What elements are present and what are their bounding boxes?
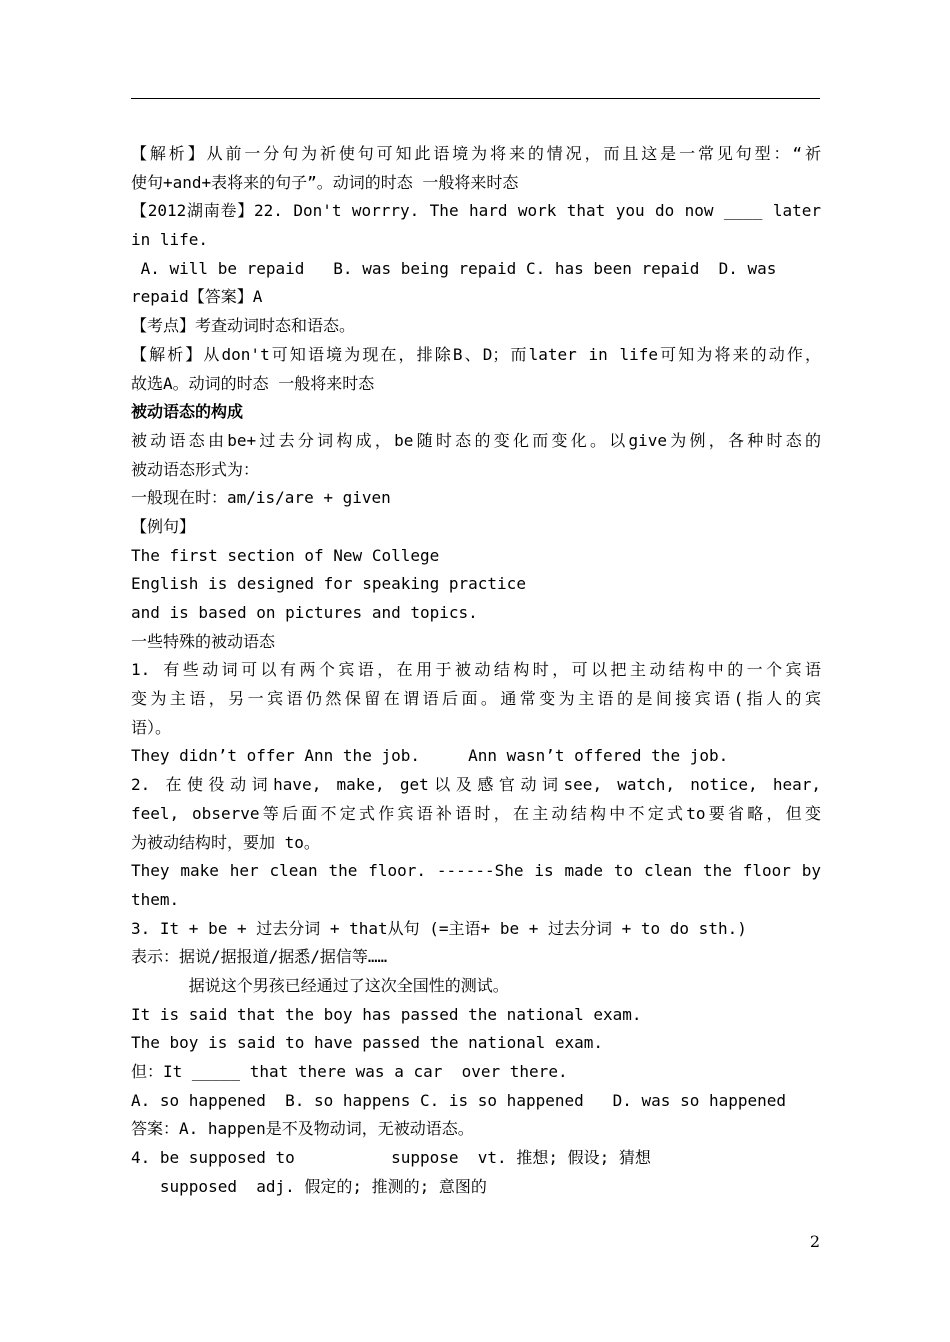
example-line: The boy is said to have passed the national exam. bbox=[131, 1033, 604, 1053]
text-line: in life. bbox=[131, 230, 209, 250]
answer-options: A. so happened B. so happens C. is so happened D. was so happened bbox=[131, 1090, 787, 1110]
text-line: 3. It + be + 过去分词 + that从句 (=主语+ be + 过去分词 + to do sth.) bbox=[131, 918, 747, 938]
answer-options: A. will be repaid B. was being repaid C. has been repaid D. was bbox=[131, 258, 777, 278]
key-point-line: 【考点】考查动词时态和语态。 bbox=[131, 316, 356, 336]
text-line: 表示：据说/据报道/据悉/据信等…… bbox=[131, 947, 388, 967]
example-line: English is designed for speaking practice bbox=[131, 574, 526, 594]
exam-question-line: 【2012湖南卷】22. Don't worrry. The hard work that you do now ____ later bbox=[131, 201, 821, 221]
example-line: and is based on pictures and topics. bbox=[131, 603, 478, 622]
text-line: 2. 在使役动词have, make, get以及感官动词see, watch, notice, hear, bbox=[131, 775, 821, 795]
header-rule bbox=[131, 98, 820, 99]
page-body bbox=[131, 140, 821, 1201]
text-line: 变为主语，另一宾语仍然保留在谓语后面。通常变为主语的是间接宾语(指人的宾 bbox=[131, 689, 821, 709]
page-number: 2 bbox=[809, 1232, 820, 1251]
text-line: 使句+and+表将来的句子”。动词的时态 一般将来时态 bbox=[131, 172, 519, 192]
analysis-line: 【解析】从don't可知语境为现在，排除B、D；而later in life可知为将来的动作， bbox=[131, 344, 821, 364]
text-line: 一般现在时：am/is/are + given bbox=[131, 488, 391, 508]
example-line: The first section of New College bbox=[131, 545, 440, 565]
subsection-heading: 一些特殊的被动语态 bbox=[131, 631, 276, 651]
example-line: They make her clean the floor. ------She is made to clean the floor by bbox=[131, 861, 821, 881]
section-heading: 被动语态的构成 bbox=[131, 402, 244, 422]
text-line: 据说这个男孩已经通过了这次全国性的测试。 bbox=[131, 975, 509, 995]
example-heading: 【例句】 bbox=[131, 516, 196, 536]
example-line: They didn’t offer Ann the job. Ann wasn’t offered the job. bbox=[131, 746, 729, 766]
text-line: feel, observe等后面不定式作宾语补语时，在主动结构中不定式to要省略，但变 bbox=[131, 803, 821, 823]
text-line: them. bbox=[131, 889, 180, 909]
text-line: 为被动结构时，要加 to。 bbox=[131, 832, 320, 852]
example-line: It is said that the boy has passed the national exam. bbox=[131, 1004, 642, 1024]
text-line: 4. be supposed to suppose vt. 推想; 假设; 猜想 bbox=[131, 1148, 651, 1168]
question-line: 但：It _____ that there was a car over there. bbox=[131, 1062, 568, 1081]
text-line: 故选A。动词的时态 一般将来时态 bbox=[131, 373, 375, 393]
text-line: 语）。 bbox=[131, 717, 172, 737]
text-line: 【解析】从前一分句为祈使句可知此语境为将来的情况，而且这是一常见句型：“祈 bbox=[131, 144, 821, 163]
answer-line: repaid【答案】A bbox=[131, 287, 263, 307]
answer-line: 答案：A. happen是不及物动词，无被动语态。 bbox=[131, 1119, 474, 1139]
text-line: 被动语态由be+过去分词构成，be随时态的变化而变化。以give为例，各种时态的 bbox=[131, 430, 821, 450]
text-line: 1. 有些动词可以有两个宾语，在用于被动结构时，可以把主动结构中的一个宾语 bbox=[131, 660, 821, 680]
text-line: 被动语态形式为： bbox=[131, 459, 260, 479]
text-line: supposed adj. 假定的; 推测的; 意图的 bbox=[131, 1176, 487, 1196]
